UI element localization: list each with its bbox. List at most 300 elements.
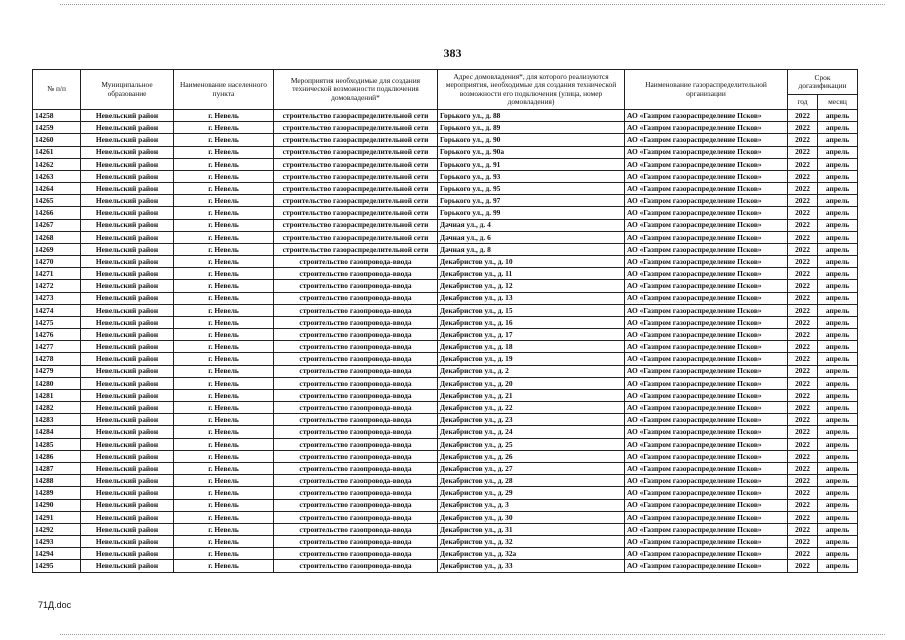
cell-month: апрель: [818, 377, 858, 389]
cell-municipality: Невельский район: [81, 219, 174, 231]
table-row: [33, 353, 858, 365]
table-row: [33, 511, 858, 523]
cell-measure: строительство газораспределительной сети: [274, 170, 438, 182]
table-row: [33, 402, 858, 414]
cell-locality: г. Невель: [174, 231, 274, 243]
cell-month: апрель: [818, 268, 858, 280]
header-organization: Наименование газораспределительной организации: [625, 70, 788, 110]
cell-measure: строительство газопровода-ввода: [274, 536, 438, 548]
cell-organization: АО «Газпром газораспределение Псков»: [625, 353, 788, 365]
table-row: [33, 499, 858, 511]
cell-number: 14267: [33, 219, 81, 231]
cell-month: апрель: [818, 536, 858, 548]
cell-address: Декабристов ул., д. 16: [438, 316, 625, 328]
cell-address: Горького ул., д. 89: [438, 122, 625, 134]
cell-locality: г. Невель: [174, 511, 274, 523]
cell-municipality: Невельский район: [81, 158, 174, 170]
cell-locality: г. Невель: [174, 560, 274, 572]
cell-municipality: Невельский район: [81, 438, 174, 450]
cell-month: апрель: [818, 134, 858, 146]
cell-municipality: Невельский район: [81, 122, 174, 134]
cell-municipality: Невельский район: [81, 487, 174, 499]
table-row: [33, 268, 858, 280]
cell-municipality: Невельский район: [81, 134, 174, 146]
cell-year: 2022: [788, 207, 818, 219]
cell-municipality: Невельский район: [81, 377, 174, 389]
gasification-table: [32, 69, 858, 573]
cell-month: апрель: [818, 280, 858, 292]
table-row: [33, 560, 858, 572]
table-row: [33, 243, 858, 255]
cell-organization: АО «Газпром газораспределение Псков»: [625, 292, 788, 304]
cell-year: 2022: [788, 280, 818, 292]
cell-measure: строительство газопровода-ввода: [274, 365, 438, 377]
cell-municipality: Невельский район: [81, 365, 174, 377]
cell-address: Декабристов ул., д. 32: [438, 536, 625, 548]
cell-address: Горького ул., д. 88: [438, 110, 625, 122]
cell-year: 2022: [788, 170, 818, 182]
cell-municipality: Невельский район: [81, 536, 174, 548]
cell-organization: АО «Газпром газораспределение Псков»: [625, 377, 788, 389]
cell-month: апрель: [818, 231, 858, 243]
table-row: [33, 438, 858, 450]
cell-month: апрель: [818, 426, 858, 438]
cell-month: апрель: [818, 316, 858, 328]
cell-address: Горького ул., д. 91: [438, 158, 625, 170]
cell-year: 2022: [788, 304, 818, 316]
cell-municipality: Невельский район: [81, 316, 174, 328]
table-row: [33, 414, 858, 426]
cell-year: 2022: [788, 487, 818, 499]
cell-month: апрель: [818, 499, 858, 511]
cell-year: 2022: [788, 426, 818, 438]
table-row: [33, 341, 858, 353]
table-row: [33, 195, 858, 207]
table-row: [33, 548, 858, 560]
header-month: месяц: [818, 95, 858, 110]
cell-municipality: Невельский район: [81, 170, 174, 182]
cell-locality: г. Невель: [174, 487, 274, 499]
cell-organization: АО «Газпром газораспределение Псков»: [625, 548, 788, 560]
cell-month: апрель: [818, 341, 858, 353]
table-row: [33, 183, 858, 195]
cell-number: 14266: [33, 207, 81, 219]
header-measures: Мероприятия необходимые для создания технической возможности подключения домовладений*: [274, 70, 438, 110]
cell-address: Горького ул., д. 93: [438, 170, 625, 182]
header-year: год: [788, 95, 818, 110]
cell-year: 2022: [788, 365, 818, 377]
cell-month: апрель: [818, 122, 858, 134]
cell-month: апрель: [818, 219, 858, 231]
cell-measure: строительство газораспределительной сети: [274, 158, 438, 170]
cell-month: апрель: [818, 353, 858, 365]
cell-municipality: Невельский район: [81, 353, 174, 365]
cell-year: 2022: [788, 219, 818, 231]
cell-measure: строительство газопровода-ввода: [274, 523, 438, 535]
cell-month: апрель: [818, 389, 858, 401]
header-municipality: Муниципальное образование: [81, 70, 174, 110]
cell-municipality: Невельский район: [81, 462, 174, 474]
cell-year: 2022: [788, 450, 818, 462]
cell-year: 2022: [788, 389, 818, 401]
cell-address: Декабристов ул., д. 22: [438, 402, 625, 414]
cell-year: 2022: [788, 499, 818, 511]
cell-month: апрель: [818, 402, 858, 414]
cell-year: 2022: [788, 475, 818, 487]
cell-month: апрель: [818, 365, 858, 377]
cell-measure: строительство газопровода-ввода: [274, 462, 438, 474]
cell-organization: АО «Газпром газораспределение Псков»: [625, 146, 788, 158]
cell-measure: строительство газопровода-ввода: [274, 256, 438, 268]
cell-organization: АО «Газпром газораспределение Псков»: [625, 243, 788, 255]
cell-month: апрель: [818, 256, 858, 268]
table-row: [33, 256, 858, 268]
cell-measure: строительство газопровода-ввода: [274, 268, 438, 280]
cell-measure: строительство газопровода-ввода: [274, 438, 438, 450]
cell-organization: АО «Газпром газораспределение Псков»: [625, 475, 788, 487]
cell-number: 14284: [33, 426, 81, 438]
cell-number: 14280: [33, 377, 81, 389]
cell-organization: АО «Газпром газораспределение Псков»: [625, 426, 788, 438]
cell-address: Декабристов ул., д. 23: [438, 414, 625, 426]
cell-municipality: Невельский район: [81, 426, 174, 438]
cell-municipality: Невельский район: [81, 414, 174, 426]
cell-organization: АО «Газпром газораспределение Псков»: [625, 183, 788, 195]
cell-address: Горького ул., д. 90: [438, 134, 625, 146]
cell-month: апрель: [818, 511, 858, 523]
cell-locality: г. Невель: [174, 438, 274, 450]
cell-measure: строительство газопровода-ввода: [274, 316, 438, 328]
cell-number: 14263: [33, 170, 81, 182]
table-row: [33, 523, 858, 535]
cell-year: 2022: [788, 414, 818, 426]
cell-address: Декабристов ул., д. 24: [438, 426, 625, 438]
cell-year: 2022: [788, 329, 818, 341]
cell-year: 2022: [788, 122, 818, 134]
cell-organization: АО «Газпром газораспределение Псков»: [625, 122, 788, 134]
cell-year: 2022: [788, 110, 818, 122]
cell-organization: АО «Газпром газораспределение Псков»: [625, 450, 788, 462]
cell-month: апрель: [818, 438, 858, 450]
cell-locality: г. Невель: [174, 122, 274, 134]
cell-locality: г. Невель: [174, 365, 274, 377]
table-row: [33, 134, 858, 146]
cell-year: 2022: [788, 183, 818, 195]
cell-municipality: Невельский район: [81, 304, 174, 316]
cell-measure: строительство газопровода-ввода: [274, 353, 438, 365]
cell-month: апрель: [818, 462, 858, 474]
cell-organization: АО «Газпром газораспределение Псков»: [625, 329, 788, 341]
cell-measure: строительство газопровода-ввода: [274, 511, 438, 523]
cell-municipality: Невельский район: [81, 207, 174, 219]
table-row: [33, 292, 858, 304]
cell-measure: строительство газопровода-ввода: [274, 292, 438, 304]
cell-municipality: Невельский район: [81, 243, 174, 255]
table-row: [33, 304, 858, 316]
cell-measure: строительство газораспределительной сети: [274, 231, 438, 243]
cell-locality: г. Невель: [174, 110, 274, 122]
table-header-row: [33, 70, 858, 95]
cell-municipality: Невельский район: [81, 450, 174, 462]
cell-year: 2022: [788, 523, 818, 535]
cell-municipality: Невельский район: [81, 341, 174, 353]
cell-locality: г. Невель: [174, 475, 274, 487]
scan-artifact-top: [60, 4, 885, 6]
cell-month: апрель: [818, 207, 858, 219]
cell-locality: г. Невель: [174, 377, 274, 389]
cell-measure: строительство газораспределительной сети: [274, 134, 438, 146]
cell-year: 2022: [788, 256, 818, 268]
cell-measure: строительство газораспределительной сети: [274, 183, 438, 195]
cell-locality: г. Невель: [174, 195, 274, 207]
cell-number: 14295: [33, 560, 81, 572]
cell-number: 14265: [33, 195, 81, 207]
cell-locality: г. Невель: [174, 426, 274, 438]
cell-number: 14272: [33, 280, 81, 292]
cell-number: 14258: [33, 110, 81, 122]
cell-address: Горького ул., д. 95: [438, 183, 625, 195]
cell-organization: АО «Газпром газораспределение Псков»: [625, 341, 788, 353]
cell-number: 14274: [33, 304, 81, 316]
cell-number: 14275: [33, 316, 81, 328]
cell-locality: г. Невель: [174, 207, 274, 219]
cell-organization: АО «Газпром газораспределение Псков»: [625, 499, 788, 511]
cell-organization: АО «Газпром газораспределение Псков»: [625, 231, 788, 243]
cell-measure: строительство газопровода-ввода: [274, 450, 438, 462]
cell-locality: г. Невель: [174, 158, 274, 170]
header-num: № п/п: [33, 70, 81, 110]
cell-locality: г. Невель: [174, 402, 274, 414]
cell-address: Декабристов ул., д. 15: [438, 304, 625, 316]
cell-number: 14289: [33, 487, 81, 499]
table-row: [33, 219, 858, 231]
cell-number: 14273: [33, 292, 81, 304]
cell-measure: строительство газопровода-ввода: [274, 548, 438, 560]
header-locality: Наименование населенного пункта: [174, 70, 274, 110]
cell-number: 14268: [33, 231, 81, 243]
cell-measure: строительство газопровода-ввода: [274, 280, 438, 292]
cell-number: 14264: [33, 183, 81, 195]
table-row: [33, 329, 858, 341]
cell-address: Горького ул., д. 90а: [438, 146, 625, 158]
cell-municipality: Невельский район: [81, 146, 174, 158]
cell-month: апрель: [818, 450, 858, 462]
cell-measure: строительство газораспределительной сети: [274, 195, 438, 207]
cell-month: апрель: [818, 414, 858, 426]
cell-measure: строительство газопровода-ввода: [274, 487, 438, 499]
cell-organization: АО «Газпром газораспределение Псков»: [625, 487, 788, 499]
cell-locality: г. Невель: [174, 450, 274, 462]
cell-locality: г. Невель: [174, 134, 274, 146]
cell-number: 14288: [33, 475, 81, 487]
cell-measure: строительство газопровода-ввода: [274, 341, 438, 353]
cell-number: 14294: [33, 548, 81, 560]
cell-municipality: Невельский район: [81, 389, 174, 401]
cell-organization: АО «Газпром газораспределение Псков»: [625, 170, 788, 182]
cell-address: Дачная ул., д. 6: [438, 231, 625, 243]
table-row: [33, 536, 858, 548]
cell-month: апрель: [818, 304, 858, 316]
cell-organization: АО «Газпром газораспределение Псков»: [625, 110, 788, 122]
cell-number: 14285: [33, 438, 81, 450]
cell-address: Декабристов ул., д. 32а: [438, 548, 625, 560]
cell-measure: строительство газопровода-ввода: [274, 389, 438, 401]
cell-address: Горького ул., д. 97: [438, 195, 625, 207]
cell-organization: АО «Газпром газораспределение Псков»: [625, 414, 788, 426]
cell-number: 14278: [33, 353, 81, 365]
cell-month: апрель: [818, 243, 858, 255]
cell-locality: г. Невель: [174, 329, 274, 341]
table-row: [33, 389, 858, 401]
cell-address: Декабристов ул., д. 12: [438, 280, 625, 292]
cell-organization: АО «Газпром газораспределение Псков»: [625, 280, 788, 292]
footer-filename: 71Д.doc: [38, 600, 72, 610]
cell-number: 14283: [33, 414, 81, 426]
cell-address: Декабристов ул., д. 21: [438, 389, 625, 401]
cell-number: 14276: [33, 329, 81, 341]
cell-organization: АО «Газпром газораспределение Псков»: [625, 365, 788, 377]
cell-locality: г. Невель: [174, 243, 274, 255]
cell-organization: АО «Газпром газораспределение Псков»: [625, 438, 788, 450]
cell-year: 2022: [788, 243, 818, 255]
cell-municipality: Невельский район: [81, 329, 174, 341]
cell-address: Декабристов ул., д. 11: [438, 268, 625, 280]
cell-municipality: Невельский район: [81, 280, 174, 292]
cell-number: 14292: [33, 523, 81, 535]
cell-municipality: Невельский район: [81, 548, 174, 560]
table-row: [33, 231, 858, 243]
cell-locality: г. Невель: [174, 256, 274, 268]
table-row: [33, 487, 858, 499]
cell-month: апрель: [818, 110, 858, 122]
cell-organization: АО «Газпром газораспределение Псков»: [625, 158, 788, 170]
cell-locality: г. Невель: [174, 341, 274, 353]
cell-municipality: Невельский район: [81, 475, 174, 487]
cell-year: 2022: [788, 231, 818, 243]
table-row: [33, 462, 858, 474]
cell-year: 2022: [788, 438, 818, 450]
cell-number: 14270: [33, 256, 81, 268]
cell-address: Декабристов ул., д. 25: [438, 438, 625, 450]
cell-organization: АО «Газпром газораспределение Псков»: [625, 389, 788, 401]
cell-locality: г. Невель: [174, 268, 274, 280]
cell-address: Дачная ул., д. 4: [438, 219, 625, 231]
cell-municipality: Невельский район: [81, 110, 174, 122]
cell-measure: строительство газопровода-ввода: [274, 475, 438, 487]
cell-measure: строительство газораспределительной сети: [274, 110, 438, 122]
cell-month: апрель: [818, 548, 858, 560]
cell-municipality: Невельский район: [81, 256, 174, 268]
cell-address: Декабристов ул., д. 19: [438, 353, 625, 365]
cell-measure: строительство газораспределительной сети: [274, 207, 438, 219]
cell-organization: АО «Газпром газораспределение Псков»: [625, 268, 788, 280]
cell-organization: АО «Газпром газораспределение Псков»: [625, 511, 788, 523]
cell-organization: АО «Газпром газораспределение Псков»: [625, 207, 788, 219]
cell-organization: АО «Газпром газораспределение Псков»: [625, 256, 788, 268]
cell-municipality: Невельский район: [81, 231, 174, 243]
cell-locality: г. Невель: [174, 316, 274, 328]
cell-address: Декабристов ул., д. 30: [438, 511, 625, 523]
cell-number: 14271: [33, 268, 81, 280]
cell-address: Декабристов ул., д. 3: [438, 499, 625, 511]
cell-year: 2022: [788, 268, 818, 280]
cell-organization: АО «Газпром газораспределение Псков»: [625, 195, 788, 207]
cell-measure: строительство газораспределительной сети: [274, 146, 438, 158]
cell-number: 14293: [33, 536, 81, 548]
cell-address: Декабристов ул., д. 29: [438, 487, 625, 499]
cell-number: 14262: [33, 158, 81, 170]
cell-address: Декабристов ул., д. 28: [438, 475, 625, 487]
cell-locality: г. Невель: [174, 304, 274, 316]
cell-number: 14260: [33, 134, 81, 146]
cell-organization: АО «Газпром газораспределение Псков»: [625, 316, 788, 328]
cell-address: Декабристов ул., д. 18: [438, 341, 625, 353]
cell-year: 2022: [788, 158, 818, 170]
cell-year: 2022: [788, 316, 818, 328]
cell-locality: г. Невель: [174, 414, 274, 426]
cell-month: апрель: [818, 523, 858, 535]
table-row: [33, 146, 858, 158]
cell-number: 14290: [33, 499, 81, 511]
cell-number: 14261: [33, 146, 81, 158]
table-row: [33, 426, 858, 438]
table-row: [33, 475, 858, 487]
cell-number: 14277: [33, 341, 81, 353]
cell-locality: г. Невель: [174, 292, 274, 304]
cell-address: Декабристов ул., д. 20: [438, 377, 625, 389]
cell-locality: г. Невель: [174, 523, 274, 535]
cell-month: апрель: [818, 195, 858, 207]
cell-address: Декабристов ул., д. 2: [438, 365, 625, 377]
cell-month: апрель: [818, 146, 858, 158]
cell-address: Декабристов ул., д. 27: [438, 462, 625, 474]
cell-address: Декабристов ул., д. 10: [438, 256, 625, 268]
cell-municipality: Невельский район: [81, 195, 174, 207]
cell-measure: строительство газопровода-ввода: [274, 560, 438, 572]
cell-measure: строительство газопровода-ввода: [274, 426, 438, 438]
cell-month: апрель: [818, 158, 858, 170]
cell-measure: строительство газораспределительной сети: [274, 122, 438, 134]
cell-organization: АО «Газпром газораспределение Псков»: [625, 134, 788, 146]
cell-year: 2022: [788, 377, 818, 389]
cell-number: 14259: [33, 122, 81, 134]
cell-locality: г. Невель: [174, 353, 274, 365]
cell-month: апрель: [818, 487, 858, 499]
cell-locality: г. Невель: [174, 280, 274, 292]
cell-municipality: Невельский район: [81, 402, 174, 414]
cell-measure: строительство газопровода-ввода: [274, 377, 438, 389]
cell-measure: строительство газопровода-ввода: [274, 402, 438, 414]
table-row: [33, 377, 858, 389]
cell-measure: строительство газораспределительной сети: [274, 243, 438, 255]
header-deadline: Срок догазификации: [788, 70, 858, 95]
cell-year: 2022: [788, 402, 818, 414]
table-body: [33, 110, 858, 573]
cell-year: 2022: [788, 560, 818, 572]
table-row: [33, 110, 858, 122]
cell-municipality: Невельский район: [81, 499, 174, 511]
scan-artifact-bottom: [60, 634, 885, 636]
cell-year: 2022: [788, 511, 818, 523]
cell-address: Декабристов ул., д. 31: [438, 523, 625, 535]
cell-year: 2022: [788, 195, 818, 207]
cell-address: Дачная ул., д. 8: [438, 243, 625, 255]
cell-municipality: Невельский район: [81, 560, 174, 572]
cell-number: 14281: [33, 389, 81, 401]
cell-locality: г. Невель: [174, 146, 274, 158]
cell-year: 2022: [788, 292, 818, 304]
cell-measure: строительство газопровода-ввода: [274, 499, 438, 511]
